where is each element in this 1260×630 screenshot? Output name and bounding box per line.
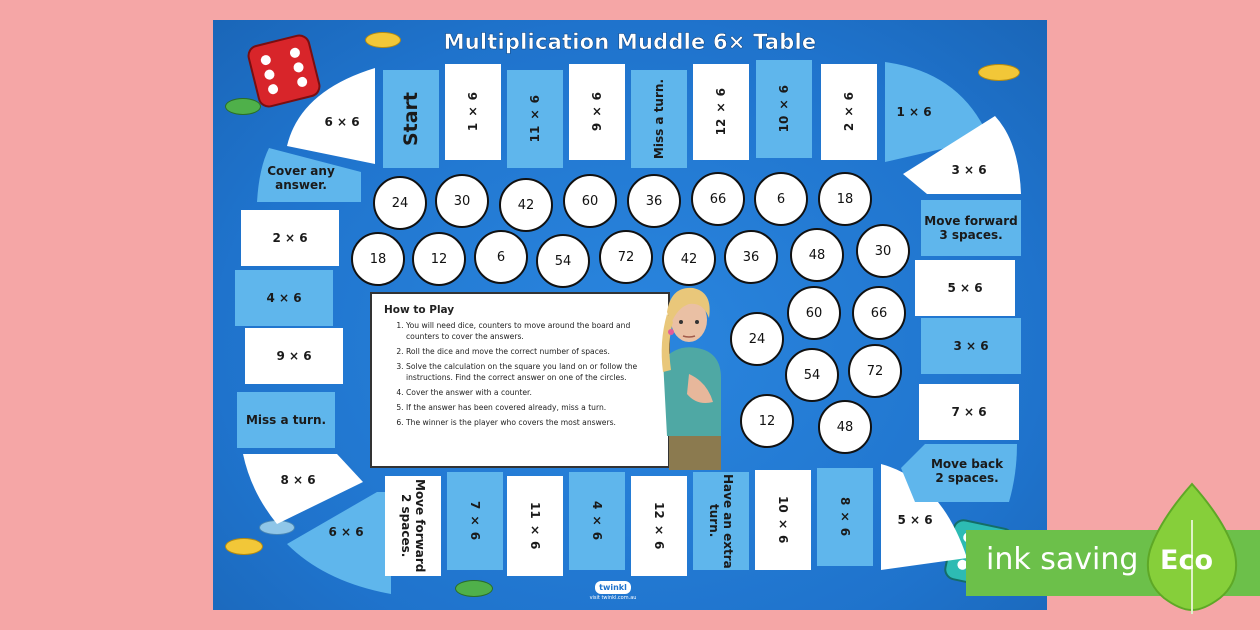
- corner-square-br-label: 5 × 6: [897, 513, 933, 527]
- coin-icon: [225, 538, 263, 555]
- board-square: 9 × 6: [245, 328, 343, 384]
- corner-square-tr2: [899, 112, 1025, 198]
- twinkl-logo-url: visit twinkl.com.au: [589, 595, 637, 601]
- board-square: Miss a turn.: [237, 392, 335, 448]
- board-square: Move forward 3 spaces.: [921, 200, 1021, 256]
- corner-square-tl-label: 6 × 6: [324, 115, 360, 129]
- board-square: 7 × 6: [447, 472, 503, 570]
- corner-square-tr2-label: 3 × 6: [951, 163, 987, 177]
- ink-saving-label: ink saving: [986, 542, 1139, 577]
- answer-circle[interactable]: 66: [691, 172, 745, 226]
- answer-circle[interactable]: 12: [740, 394, 794, 448]
- board-square: 4 × 6: [569, 472, 625, 570]
- answer-circle[interactable]: 60: [563, 174, 617, 228]
- board-square: 5 × 6: [915, 260, 1015, 316]
- how-to-play-step: 6. The winner is the player who covers the most answers.: [406, 417, 656, 428]
- board-square: Move forward 2 spaces.: [385, 476, 441, 576]
- board-square: 2 × 6: [821, 64, 877, 160]
- page-title: Multiplication Muddle 6× Table: [443, 30, 817, 54]
- twinkl-logo: [588, 575, 638, 601]
- answer-circle[interactable]: 18: [351, 232, 405, 286]
- board-square: 11 × 6: [507, 70, 563, 168]
- answer-circle[interactable]: 54: [536, 234, 590, 288]
- thinking-girl-illustration: [637, 282, 727, 470]
- how-to-play-step: 5. If the answer has been covered already, miss a turn.: [406, 402, 656, 413]
- answer-circle[interactable]: 24: [730, 312, 784, 366]
- answer-circle[interactable]: 72: [599, 230, 653, 284]
- answer-circle[interactable]: 48: [818, 400, 872, 454]
- answer-circle[interactable]: 42: [499, 178, 553, 232]
- how-to-play-heading: How to Play: [384, 304, 455, 316]
- answer-circle[interactable]: 48: [790, 228, 844, 282]
- answer-circle[interactable]: 6: [754, 172, 808, 226]
- board-square: 3 × 6: [921, 318, 1021, 374]
- eco-label: Eco: [1160, 545, 1213, 576]
- board-square: 9 × 6: [569, 64, 625, 160]
- how-to-play-step: 1. You will need dice, counters to move around the board and counters to cover the answers.: [406, 320, 656, 342]
- answer-circle[interactable]: 60: [787, 286, 841, 340]
- how-to-play-panel: [370, 292, 670, 468]
- corner-square-bl2-label: 6 × 6: [328, 525, 364, 539]
- twinkl-logo-text: twinkl: [595, 581, 631, 594]
- answer-circle[interactable]: 30: [435, 174, 489, 228]
- how-to-play-steps: [384, 320, 656, 428]
- board-square: 12 × 6: [631, 476, 687, 576]
- answer-circle[interactable]: 24: [373, 176, 427, 230]
- answer-circle[interactable]: 6: [474, 230, 528, 284]
- board-square: 10 × 6: [755, 470, 811, 570]
- board-square-label: Cover any answer.: [267, 164, 335, 192]
- answer-circle[interactable]: 54: [785, 348, 839, 402]
- board-square: Have an extra turn.: [693, 472, 749, 570]
- answer-circle[interactable]: 30: [856, 224, 910, 278]
- start-label: Start: [400, 91, 422, 147]
- answer-circle[interactable]: 36: [627, 174, 681, 228]
- board-square: 7 × 6: [919, 384, 1019, 440]
- board-square: 4 × 6: [235, 270, 333, 326]
- answer-circle[interactable]: 18: [818, 172, 872, 226]
- board-square: 1 × 6: [445, 64, 501, 160]
- corner-square-bl1-label: 8 × 6: [280, 473, 316, 487]
- board-square: 10 × 6: [756, 60, 812, 158]
- start-square: [383, 70, 439, 168]
- how-to-play-step: 4. Cover the answer with a counter.: [406, 387, 656, 398]
- how-to-play-step: 2. Roll the dice and move the correct number of spaces.: [406, 346, 656, 357]
- answer-circle[interactable]: 36: [724, 230, 778, 284]
- answer-circle[interactable]: 12: [412, 232, 466, 286]
- board-square: 12 × 6: [693, 64, 749, 160]
- board-square: 2 × 6: [241, 210, 339, 266]
- answer-circle[interactable]: 42: [662, 232, 716, 286]
- board-square: 8 × 6: [817, 468, 873, 566]
- answer-circle[interactable]: 66: [852, 286, 906, 340]
- board-square-label: Move back 2 spaces.: [930, 457, 1004, 485]
- game-board: [213, 20, 1047, 610]
- answer-circle[interactable]: 72: [848, 344, 902, 398]
- coin-icon: [455, 580, 493, 597]
- board-square: Miss a turn.: [631, 70, 687, 168]
- how-to-play-step: 3. Solve the calculation on the square you land on or follow the instructions. Find the correct answer on one of the circles.: [406, 361, 656, 383]
- corner-square-tr1-label: 1 × 6: [896, 105, 932, 119]
- board-square: 11 × 6: [507, 476, 563, 576]
